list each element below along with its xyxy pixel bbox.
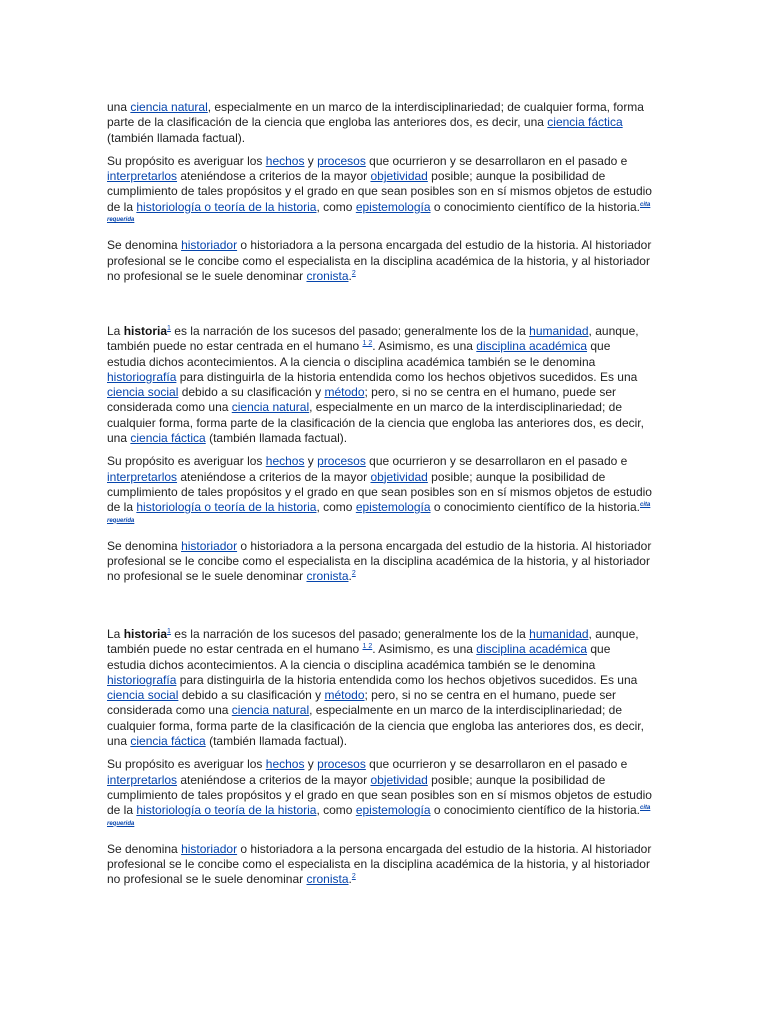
text: Se denomina [107, 538, 182, 553]
text: . [348, 872, 352, 887]
footnote-ref[interactable]: 1 2 [362, 643, 373, 651]
link-epistemologia[interactable]: epistemología [355, 199, 431, 214]
definition-paragraph [107, 324, 652, 446]
text: (también llamada factual). [205, 431, 348, 446]
link-historiador[interactable]: historiador [181, 238, 238, 253]
link-interpretarlos[interactable]: interpretarlos [107, 169, 178, 184]
definition-paragraph [107, 627, 652, 749]
link-hechos[interactable]: hechos [265, 454, 305, 469]
text: Se denomina [107, 841, 182, 856]
link-historiador[interactable]: historiador [181, 538, 238, 553]
link-cronista[interactable]: cronista [306, 569, 349, 584]
link-epistemologia[interactable]: epistemología [355, 803, 431, 818]
citation-needed-tag[interactable]: cita requerida [107, 502, 651, 524]
text: o historiadora a la persona encargada del estudio de la historia. Al historiador profesional se le concibe como el especialista en la disciplina académica de la historia, y al historiador no profesional se le suele denominar [107, 538, 652, 584]
historian-paragraph [107, 238, 652, 284]
purpose-paragraph [107, 154, 652, 230]
text: para distinguirla de la historia entendida como los hechos objetivos sucedidos. Es una [176, 672, 638, 687]
text: Su propósito es averiguar los [107, 757, 266, 772]
text: (también llamada factual). [205, 734, 348, 749]
link-hechos[interactable]: hechos [265, 757, 305, 772]
text: La [107, 324, 124, 338]
text: . Asimismo, es una [372, 642, 477, 657]
link-historiografia[interactable]: historiografía [107, 672, 177, 687]
text: que ocurrieron y se desarrollaron en el pasado e [365, 153, 628, 168]
section-1 [107, 100, 652, 292]
link-ciencia-social[interactable]: ciencia social [107, 688, 179, 703]
intro-continuation-paragraph [107, 100, 652, 146]
link-ciencia-factica[interactable]: ciencia fáctica [130, 431, 206, 446]
link-hechos[interactable]: hechos [265, 153, 305, 168]
link-historiador[interactable]: historiador [181, 841, 238, 856]
link-ciencia-natural[interactable]: ciencia natural [231, 703, 310, 718]
text: (también llamada factual). [107, 130, 246, 145]
text: ; pero, si no se centra en el humano, puede ser considerada como una [107, 385, 616, 415]
citation-needed-tag[interactable]: cita requerida [107, 201, 651, 224]
text: o conocimiento científico de la historia. [430, 199, 640, 214]
text: ateniéndose a criterios de la mayor [177, 469, 371, 484]
footnote-ref[interactable]: 1 2 [362, 340, 373, 348]
text: para distinguirla de la historia entendida como los hechos objetivos sucedidos. Es una [176, 369, 638, 384]
text: que ocurrieron y se desarrollaron en el pasado e [365, 757, 628, 772]
text: que estudia dichos acontecimientos. A la ciencia o disciplina académica también se le denomina [107, 642, 611, 672]
footnote-ref[interactable]: 2 [351, 269, 356, 277]
text: debido a su clasificación y [178, 688, 325, 703]
link-objetividad[interactable]: objetividad [370, 169, 428, 184]
link-objetividad[interactable]: objetividad [370, 469, 428, 484]
link-historiologia[interactable]: historiología o teoría de la historia [136, 199, 317, 214]
link-cronista[interactable]: cronista [306, 872, 349, 887]
text: debido a su clasificación y [178, 385, 325, 400]
link-procesos[interactable]: procesos [317, 454, 366, 469]
link-ciencia-factica[interactable]: ciencia fáctica [130, 734, 206, 749]
text: , aunque, también puede no estar centrada en el humano [107, 324, 639, 354]
link-metodo[interactable]: método [324, 385, 365, 400]
link-interpretarlos[interactable]: interpretarlos [107, 469, 178, 484]
text: , como [316, 199, 356, 214]
link-procesos[interactable]: procesos [317, 153, 366, 168]
text: o historiadora a la persona encargada del estudio de la historia. Al historiador profesional se le concibe como el especialista en la disciplina académica de la historia, y al historiador no profesional se le suele denominar [107, 238, 652, 283]
text: o conocimiento científico de la historia. [430, 500, 640, 515]
purpose-paragraph [107, 757, 652, 833]
footnote-ref[interactable]: 2 [351, 570, 356, 578]
citation-needed-tag[interactable]: cita requerida [107, 805, 651, 827]
footnote-ref[interactable]: 1 [167, 325, 171, 332]
purpose-paragraph [107, 454, 652, 530]
text: ; pero, si no se centra en el humano, puede ser considerada como una [107, 688, 616, 718]
text: es la narración de los sucesos del pasado; generalmente los de la [170, 627, 530, 641]
text: que ocurrieron y se desarrollaron en el pasado e [365, 454, 628, 469]
footnote-ref[interactable]: 1 [167, 628, 171, 635]
footnote-ref[interactable]: 2 [351, 873, 356, 881]
text: posible; aunque la posibilidad de cumplimiento de tales propósitos y el grado en que sean posibles son en sí mismos objetos de estudio de la [107, 772, 652, 818]
text: , como [316, 803, 356, 818]
link-epistemologia[interactable]: epistemología [355, 500, 431, 515]
text: . [348, 268, 352, 283]
text: . [348, 569, 352, 584]
text: La [107, 627, 124, 641]
link-cronista[interactable]: cronista [306, 268, 349, 283]
text: , especialmente en un marco de la interdisciplinariedad; de cualquier forma, forma parte de la clasificación de la ciencia que engloba las anteriores dos, es decir, una [107, 703, 644, 749]
text: Su propósito es averiguar los [107, 454, 266, 469]
section-2 [107, 324, 652, 593]
text: una [107, 100, 131, 114]
link-ciencia-factica[interactable]: ciencia fáctica [547, 115, 623, 130]
text: ateniéndose a criterios de la mayor [177, 772, 371, 787]
link-humanidad[interactable]: humanidad [529, 627, 589, 641]
link-ciencia-natural[interactable]: ciencia natural [231, 400, 310, 415]
term-historia: historia [123, 324, 168, 338]
link-interpretarlos[interactable]: interpretarlos [107, 772, 178, 787]
link-historiologia[interactable]: historiología o teoría de la historia [136, 500, 317, 515]
term-historia: historia [123, 627, 168, 641]
text: es la narración de los sucesos del pasado; generalmente los de la [170, 324, 530, 338]
text: y [304, 454, 318, 469]
text: , aunque, también puede no estar centrada en el humano [107, 627, 639, 657]
historian-paragraph [107, 539, 652, 585]
link-ciencia-social[interactable]: ciencia social [107, 385, 179, 400]
link-objetividad[interactable]: objetividad [370, 772, 428, 787]
text: , especialmente en un marco de la interdisciplinariedad; de cualquier forma, forma parte de la clasificación de la ciencia que engloba las anteriores dos, es decir, una [107, 400, 644, 446]
text: , especialmente en un marco de la interdisciplinariedad; de cualquier forma, forma parte de la clasificación de la ciencia que engloba las anteriores dos, es decir, una [107, 100, 644, 130]
text: que estudia dichos acontecimientos. A la ciencia o disciplina académica también se le denomina [107, 339, 611, 369]
text: ateniéndose a criterios de la mayor [177, 169, 371, 184]
link-disciplina-academica[interactable]: disciplina académica [476, 642, 588, 657]
link-historiografia[interactable]: historiografía [107, 369, 177, 384]
text: o conocimiento científico de la historia. [430, 803, 640, 818]
text: o historiadora a la persona encargada del estudio de la historia. Al historiador profesional se le concibe como el especialista en la disciplina académica de la historia, y al historiador no profesional se le suele denominar [107, 841, 652, 887]
link-historiologia[interactable]: historiología o teoría de la historia [136, 803, 317, 818]
link-disciplina-academica[interactable]: disciplina académica [476, 339, 588, 354]
text: Se denomina [107, 238, 182, 253]
text: y [304, 153, 318, 168]
link-ciencia-natural[interactable]: ciencia natural [130, 100, 208, 114]
link-procesos[interactable]: procesos [317, 757, 366, 772]
text: posible; aunque la posibilidad de cumplimiento de tales propósitos y el grado en que sean posibles son en sí mismos objetos de estudio de la [107, 469, 652, 515]
text: y [304, 757, 318, 772]
link-humanidad[interactable]: humanidad [529, 324, 589, 338]
historian-paragraph [107, 842, 652, 888]
text: , como [316, 500, 356, 515]
link-metodo[interactable]: método [324, 688, 365, 703]
section-3 [107, 627, 652, 896]
text: Su propósito es averiguar los [107, 153, 266, 168]
text: posible; aunque la posibilidad de cumplimiento de tales propósitos y el grado en que sean posibles son en sí mismos objetos de estudio de la [107, 169, 652, 214]
text: . Asimismo, es una [372, 339, 477, 354]
